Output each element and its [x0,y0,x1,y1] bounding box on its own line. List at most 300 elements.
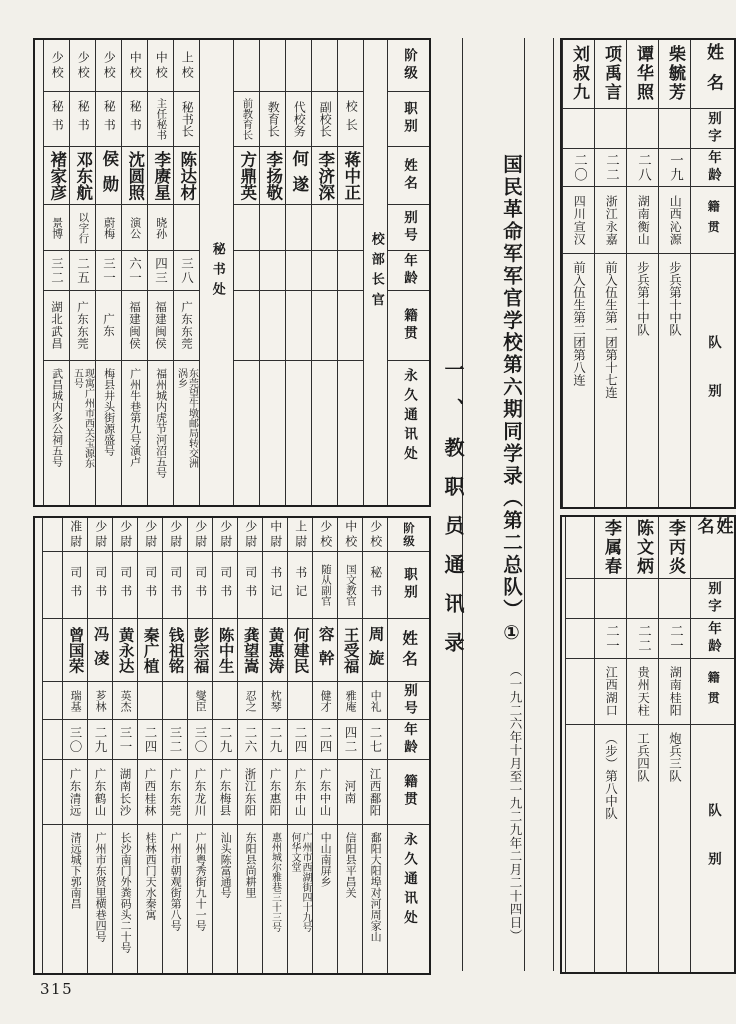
title-cell [263,552,287,619]
alias-cell [44,205,69,251]
address-cell [163,825,187,973]
roster-column [594,517,626,972]
name-cell [338,147,363,205]
staff-column [162,518,187,973]
origin-text: 广东东莞 [179,301,194,350]
name-text: 王受福 [341,626,360,674]
staff-column [262,518,287,973]
title-text: 副校长 [318,101,333,137]
alias-cell [113,682,137,720]
unit-text: 前入伍生第一团第十七连 [603,261,619,399]
rank-cell [113,518,137,552]
title-cell [234,92,259,147]
name-text: 何建民 [291,626,310,674]
unit-text: 步兵第十中队 [667,261,683,336]
rank-cell [138,518,162,552]
name-cell [213,619,237,682]
address-cell [263,825,287,973]
origin-cell [70,291,95,361]
age-text: 四三 [153,256,169,285]
address-text: 惠州城尔雅巷三十三号 [269,832,281,932]
cadet-roster-bottom-table [560,515,736,974]
address-cell [148,361,173,505]
rank-cell [238,518,262,552]
address-text: 信阳县平昌关 [344,832,358,898]
title-cell [63,552,87,619]
name-cell [163,619,187,682]
alias-cell [238,682,262,720]
alias-text: 健才 [319,689,333,712]
age-cell [338,720,362,760]
address-cell [286,361,311,505]
origin-cell [627,187,658,254]
age-cell [627,619,658,659]
staff-column [43,40,69,505]
section-label-column [363,40,387,505]
rank-cell [63,518,87,552]
rank-text: 中尉 [268,519,283,550]
origin-cell [659,659,690,725]
origin-cell [595,659,626,725]
name-cell [88,619,112,682]
rank-cell [213,518,237,552]
address-text: 福州城内虎节河沼五号 [154,368,168,478]
origin-text: 籍贯 [706,671,721,712]
address-cell [138,825,162,973]
address-text: 广州粤秀街九十一号 [194,832,208,931]
staff-column [62,518,87,973]
origin-cell [363,760,387,825]
staff-column [311,40,337,505]
rank-text: 阶级 [401,47,418,84]
headquarters-secretariat-table [33,38,431,507]
rank-cell [88,518,112,552]
rank-cell [388,40,429,92]
origin-cell [338,760,362,825]
name-text: 黄惠涛 [266,626,285,674]
title-text: 职别 [401,101,418,137]
age-cell [174,251,199,291]
alias-cell [595,579,626,619]
title-text: 司书 [118,566,133,604]
age-cell [260,251,285,291]
unit-cell [659,254,690,507]
name-text: 姓名 [401,157,418,194]
origin-text: 籍贯 [401,307,418,344]
name-text: 蒋中正 [341,150,361,201]
origin-cell [388,760,429,825]
title-cell [312,92,337,147]
name-text: 周旋 [366,625,385,675]
origin-text: 广东 [101,313,116,338]
age-text: 四二 [343,725,358,754]
title-cell [174,92,199,147]
origin-cell [234,291,259,361]
alias-text: 枕琴 [269,689,283,712]
origin-cell [338,291,363,361]
origin-text: 贵州天柱 [636,666,651,717]
origin-text: 广东东莞 [75,301,90,350]
age-text: 二九 [268,725,283,754]
age-text: 三一 [101,256,117,285]
age-cell [313,720,337,760]
origin-cell [691,659,734,725]
rank-cell [234,40,259,92]
rank-text: 少校 [50,50,65,81]
age-cell [43,720,62,760]
title-cell [260,92,285,147]
address-cell [96,361,121,505]
age-text: 三一 [118,725,133,754]
origin-cell [213,760,237,825]
alias-cell [563,109,594,149]
age-cell [338,251,363,291]
staff-column [312,518,337,973]
title-text: 书记 [293,566,308,604]
staff-column [112,518,137,973]
address-cell [174,361,199,505]
age-text: 二四 [143,725,158,754]
alias-cell [659,109,690,149]
alias-cell [138,682,162,720]
name-cell [234,147,259,205]
name-text: 陈中生 [216,626,235,674]
age-cell [595,149,626,187]
rank-cell [286,40,311,92]
alias-cell [313,682,337,720]
origin-cell [260,291,285,361]
name-cell [122,147,147,205]
age-cell [188,720,212,760]
origin-cell [286,291,311,361]
address-text: 广州市西湖街四十九号何华文堂 [289,832,311,932]
age-cell [44,251,69,291]
origin-text: 湖南长沙 [118,767,133,817]
alias-cell [595,109,626,149]
rank-text: 少尉 [243,519,258,550]
origin-cell [96,291,121,361]
age-text: 二七 [368,725,383,754]
name-cell [563,40,594,109]
staff-column [233,40,259,505]
title-text: 前教育长 [241,98,254,140]
address-cell [338,825,362,973]
age-text: 一九 [667,152,684,183]
cadet-roster-top-table [560,38,736,509]
name-cell [388,147,429,205]
alias-text: 别号 [401,209,418,246]
name-cell [659,517,690,579]
age-cell [563,149,594,187]
age-cell [659,619,690,659]
origin-text: 湖南衡山 [636,194,651,246]
name-cell [138,619,162,682]
title-cell [338,552,362,619]
rank-text: 少校 [368,519,383,550]
age-text: 二一 [667,623,684,654]
origin-cell [566,659,594,725]
name-cell [595,517,626,579]
origin-text: 籍贯 [706,199,721,241]
staff-column [173,40,199,505]
name-cell [338,619,362,682]
unit-cell [566,725,594,972]
name-cell [627,40,658,109]
vertical-rule [553,38,554,971]
origin-text: 四川宣汉 [572,194,587,246]
alias-text: 景博 [50,216,64,239]
title-text: 书记 [268,566,283,604]
title-text: 秘书 [102,100,117,138]
origin-cell [174,291,199,361]
alias-cell [338,205,363,251]
age-cell [213,720,237,760]
name-text: 何遂 [289,149,309,202]
address-cell [338,361,363,505]
age-cell [286,251,311,291]
address-text: 广州市东贤里横巷四号 [94,832,108,942]
age-text: 年龄 [401,252,418,289]
rank-text: 少校 [76,50,91,81]
address-text: 梅县井头街源盛号 [102,368,116,456]
origin-cell [595,187,626,254]
rank-text: 少尉 [193,519,208,550]
origin-text: 广东惠阳 [268,767,283,817]
rank-text: 中校 [128,50,143,81]
rank-text: 中校 [343,519,358,550]
address-cell [388,361,429,505]
unit-cell [691,254,734,507]
origin-text: 江西鄱阳 [368,767,383,817]
section-heading: 一、教职员通讯录 [441,359,465,671]
origin-text: 湖南桂阳 [668,666,683,717]
title-cell [388,552,429,619]
age-cell [96,251,121,291]
name-cell [388,619,429,682]
name-text: 陈文炳 [633,518,654,577]
address-text: 长沙南门外粪码头二十号 [119,832,133,953]
origin-cell [163,760,187,825]
age-text: 二二 [603,152,620,183]
age-text: 三八 [179,256,195,285]
age-cell [691,149,734,187]
roster-column [658,517,690,972]
title-cell [338,92,363,147]
address-text: 永久通讯处 [401,368,418,466]
age-text: 年龄 [705,149,722,186]
staff-column [187,518,212,973]
age-text: 六一 [127,256,143,285]
age-text: 三〇 [68,725,83,754]
name-text: 钱祖铭 [166,626,185,674]
address-text: 永久通讯处 [401,832,418,930]
address-cell [88,825,112,973]
age-cell [238,720,262,760]
rank-cell [163,518,187,552]
name-text: 李丙炎 [665,518,686,577]
name-cell [238,619,262,682]
unit-cell [595,725,626,972]
name-text: 龚望嵩 [241,626,260,674]
age-cell [263,720,287,760]
title-text: 秘书 [76,100,91,138]
title-text: 秘书 [128,100,143,138]
title-cell [122,92,147,147]
name-cell [566,517,594,579]
age-text: 二一 [603,623,620,654]
alias-text: 中礼 [369,689,383,712]
alias-cell [63,682,87,720]
address-text: 清远城下郭南昌 [69,832,83,909]
origin-cell [659,187,690,254]
title-cell [43,552,62,619]
origin-text: 籍贯 [401,774,418,810]
rank-cell [313,518,337,552]
name-text: 沈圆照 [125,150,145,201]
age-cell [163,720,187,760]
title-text: 秘书长 [180,101,195,137]
address-text: 东阳县尚耕里 [244,832,258,898]
origin-cell [88,760,112,825]
age-cell [388,720,429,760]
header-column [387,518,429,973]
origin-text: 湖北武昌 [49,301,64,350]
name-text: 侯勋 [99,149,119,202]
origin-text: 山西沁源 [668,194,683,246]
age-text: 二六 [243,725,258,754]
title-text: 代校务 [292,101,307,137]
staff-column [87,518,112,973]
rank-text: 少校 [318,519,333,550]
age-text: 二九 [93,725,108,754]
rank-text: 少校 [102,50,117,81]
title-cell [213,552,237,619]
rank-cell [338,518,362,552]
name-cell [260,147,285,205]
unit-cell [659,725,690,972]
address-cell [43,825,62,973]
alias-cell [363,682,387,720]
name-cell [659,40,690,109]
staff-column [287,518,312,973]
name-text: 冯凌 [91,625,110,675]
title-cell [388,92,429,147]
rank-text: 少尉 [118,519,133,550]
origin-text: 浙江东阳 [243,767,258,817]
origin-cell [138,760,162,825]
unit-text: 队别 [705,803,722,901]
alias-cell [174,205,199,251]
section-label-text: 秘书处 [209,242,225,303]
name-text: 曾国荣 [66,626,85,674]
staff-column [95,40,121,505]
rank-cell [260,40,285,92]
alias-text: 演公 [128,216,142,239]
origin-text: 福建闽侯 [127,301,142,350]
name-cell [312,147,337,205]
alias-cell [122,205,147,251]
alias-cell [566,579,594,619]
name-text: 彭宗福 [191,626,210,674]
address-cell [313,825,337,973]
rank-cell [122,40,147,92]
origin-cell [288,760,312,825]
title-cell [44,92,69,147]
name-text: 姓名 [703,43,724,105]
address-text: 武昌城内多公祠五号 [50,368,64,467]
address-text: 桂林西门天水秦寓 [144,832,158,920]
title-cell [96,92,121,147]
title-cell [286,92,311,147]
age-text: 二五 [75,256,91,285]
alias-text: 以字行 [77,211,90,244]
origin-text: 广东梅县 [218,767,233,817]
roster-column [626,517,658,972]
date-range-note: （一九二六年十月至一九二九年二月二十四日） [508,664,523,943]
alias-cell [627,109,658,149]
alias-cell [70,205,95,251]
alias-cell [388,205,429,251]
title-text: 司书 [93,566,108,604]
unit-cell [627,254,658,507]
alias-text: 别号 [401,682,418,719]
origin-cell [627,659,658,725]
book-title: 国民革命军军官学校第六期同学录（第二总队）① [500,153,523,647]
address-cell [113,825,137,973]
origin-cell [263,760,287,825]
section-label-cell [364,40,387,505]
unit-text: 前入伍生第二团第八连 [571,261,587,386]
name-text: 容幹 [316,625,335,675]
address-cell [288,825,312,973]
alias-cell [312,205,337,251]
address-cell [238,825,262,973]
origin-text: 广东清远 [68,767,83,817]
origin-cell [113,760,137,825]
title-cell [363,552,387,619]
alias-text: 晓孙 [154,216,168,239]
name-text: 谭华照 [633,45,654,103]
origin-cell [148,291,173,361]
name-cell [113,619,137,682]
origin-cell [63,760,87,825]
origin-text: 广东中山 [318,767,333,817]
age-cell [595,619,626,659]
origin-cell [312,291,337,361]
staff-directory-table [33,516,431,975]
title-cell [313,552,337,619]
address-cell [363,825,387,973]
rank-cell [96,40,121,92]
origin-text: 江西湖口 [604,666,619,717]
title-cell [163,552,187,619]
title-text: 司书 [143,566,158,604]
age-cell [148,251,173,291]
name-text: 李属春 [601,518,622,577]
origin-cell [388,291,429,361]
alias-text: 燮臣 [194,689,208,712]
alias-cell [286,205,311,251]
name-text: 褚家彦 [47,150,67,201]
address-cell [122,361,147,505]
rank-cell [388,518,429,552]
rank-text: 少尉 [93,519,108,550]
rank-text: 阶级 [401,521,416,548]
age-text: 二二 [635,623,652,654]
section-label-column [199,40,233,505]
name-cell [691,40,734,109]
address-cell [388,825,429,973]
